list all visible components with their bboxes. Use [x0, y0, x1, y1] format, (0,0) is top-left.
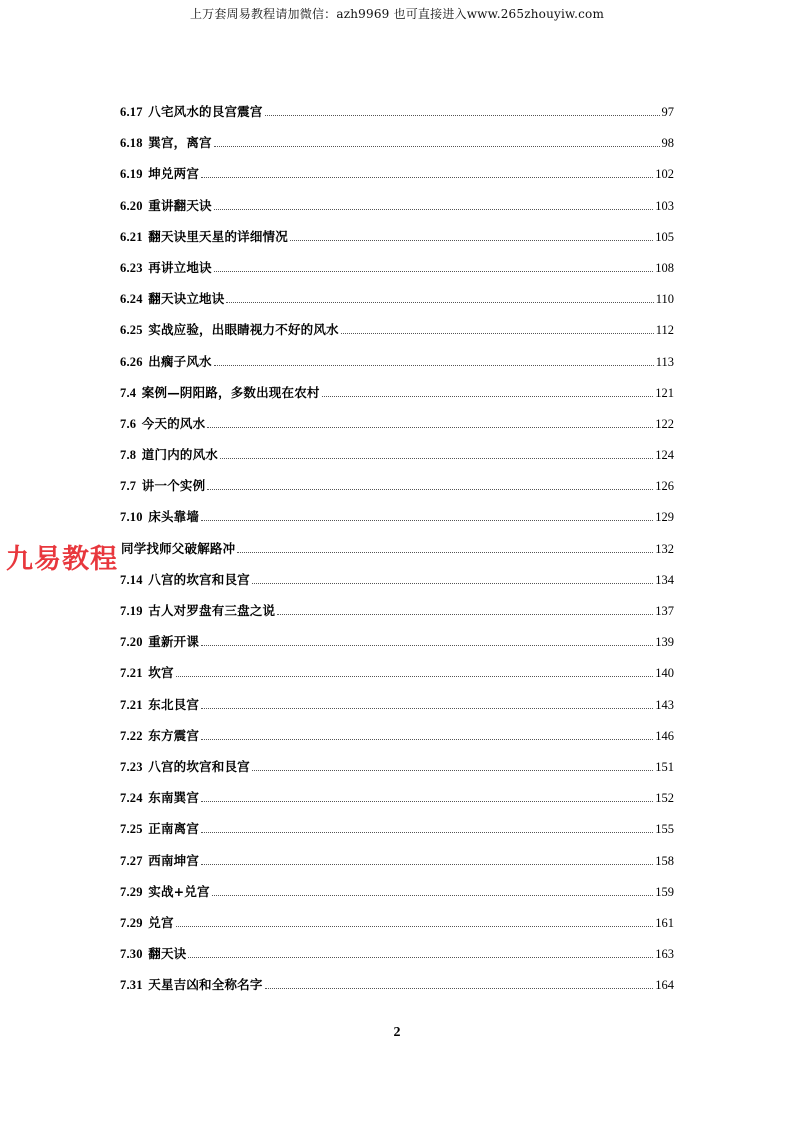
- toc-entry-title: [120, 133, 212, 153]
- toc-entry-text: 床头靠墙: [148, 509, 200, 525]
- toc-dot-leader: [201, 707, 653, 709]
- toc-entry-page: 139: [655, 635, 674, 650]
- toc-entry-title: [120, 851, 199, 871]
- toc-entry-number: 6.25: [120, 323, 143, 338]
- toc-entry-text: 正南离宫: [148, 821, 200, 837]
- toc-entry-page: 112: [655, 323, 674, 338]
- toc-entry-title: [120, 788, 199, 808]
- toc-entry-title: [120, 570, 250, 590]
- toc-entry-number: 6.24: [120, 292, 143, 307]
- toc-entry-page: 155: [655, 822, 674, 837]
- toc-entry-title: [120, 258, 212, 278]
- page-header-banner: 上万套周易教程请加微信：azh9969 也可直接进入www.265zhouyiw.com: [189, 7, 605, 21]
- toc-dot-leader: [252, 582, 653, 584]
- toc-dot-leader: [207, 426, 653, 428]
- toc-entry[interactable]: [120, 757, 674, 788]
- table-of-contents: [120, 102, 674, 1006]
- toc-entry-text: 同学找师父破解路冲: [121, 540, 236, 556]
- toc-entry[interactable]: [120, 539, 674, 570]
- toc-entry-text: 案例—阴阳路，多数出现在农村: [141, 384, 320, 400]
- toc-entry-number: 7.29: [120, 915, 143, 930]
- toc-entry-page: 163: [655, 947, 674, 962]
- toc-entry[interactable]: [120, 445, 674, 476]
- toc-entry[interactable]: [120, 944, 674, 975]
- toc-dot-leader: [201, 176, 653, 178]
- toc-entry[interactable]: [120, 352, 674, 383]
- toc-dot-leader: [220, 457, 653, 459]
- toc-entry-number: 6.19: [120, 167, 143, 182]
- toc-entry-page: 113: [655, 354, 674, 369]
- toc-entry[interactable]: [120, 663, 674, 694]
- toc-dot-leader: [322, 395, 654, 397]
- toc-entry[interactable]: [120, 414, 674, 445]
- toc-entry-page: 140: [655, 666, 674, 681]
- toc-entry-page: 161: [655, 915, 674, 930]
- toc-entry-number: 7.6: [120, 416, 137, 431]
- toc-entry-text: 西南坤宫: [148, 852, 200, 868]
- toc-entry[interactable]: [120, 819, 674, 850]
- toc-entry-page: 151: [655, 759, 674, 774]
- toc-entry-number: 6.17: [120, 105, 143, 119]
- toc-entry[interactable]: [120, 851, 674, 882]
- toc-entry-number: 7.19: [120, 604, 143, 618]
- toc-entry-number: 6.18: [120, 136, 143, 151]
- toc-entry[interactable]: [120, 507, 674, 538]
- toc-entry-title: [120, 445, 218, 465]
- toc-entry-title: [120, 227, 288, 247]
- toc-dot-leader: [237, 551, 653, 553]
- toc-entry[interactable]: [120, 601, 674, 632]
- toc-entry-number: 6.26: [120, 354, 143, 369]
- toc-entry-text: 实战应验，出眼睛视力不好的风水: [148, 322, 339, 338]
- toc-dot-leader: [252, 769, 653, 771]
- toc-entry[interactable]: [120, 289, 674, 320]
- toc-entry-number: 7.20: [120, 635, 143, 650]
- toc-entry-page: 152: [655, 791, 674, 806]
- toc-dot-leader: [201, 644, 653, 646]
- toc-entry-text: 八宫的坎宫和艮宫: [148, 571, 250, 587]
- toc-entry-number: 7.30: [120, 947, 143, 962]
- toc-entry-number: 6.20: [120, 198, 143, 213]
- toc-entry-text: 东方震宫: [148, 727, 200, 743]
- toc-entry-number: 7.8: [120, 448, 137, 463]
- toc-entry-title: [120, 352, 212, 372]
- toc-entry-title: [120, 882, 210, 902]
- toc-dot-leader: [201, 863, 653, 865]
- toc-entry[interactable]: [120, 726, 674, 757]
- toc-dot-leader: [207, 488, 653, 490]
- toc-dot-leader: [226, 301, 653, 303]
- toc-dot-leader: [214, 208, 653, 210]
- toc-dot-leader: [201, 519, 653, 521]
- toc-entry-page: 121: [655, 385, 674, 400]
- toc-entry-text: 翻天诀立地诀: [148, 291, 225, 307]
- toc-entry-text: 出瘸子风水: [148, 353, 212, 369]
- toc-entry-text: 八宅风水的艮宫震宫: [148, 104, 263, 119]
- watermark-logo: 九易教程: [6, 544, 118, 575]
- toc-entry-number: 7.27: [120, 853, 143, 868]
- toc-entry-page: 98: [661, 136, 674, 151]
- toc-entry-page: 143: [655, 697, 674, 712]
- toc-dot-leader: [212, 894, 654, 896]
- toc-entry-number: 7.24: [120, 791, 143, 806]
- toc-entry-text: 东南巽宫: [148, 790, 200, 806]
- toc-dot-leader: [290, 239, 653, 241]
- toc-entry-page: 129: [655, 510, 674, 525]
- toc-entry[interactable]: [120, 164, 674, 195]
- toc-entry-page: 132: [655, 541, 674, 556]
- toc-entry[interactable]: [120, 570, 674, 601]
- toc-entry-number: 7.21: [120, 697, 143, 712]
- toc-entry-title: [120, 913, 174, 933]
- toc-entry-page: 122: [655, 416, 674, 431]
- toc-entry-page: 134: [655, 572, 674, 587]
- toc-entry-title: [120, 539, 235, 559]
- toc-entry-text: 古人对罗盘有三盘之说: [148, 603, 276, 618]
- toc-entry-page: 124: [655, 448, 674, 463]
- toc-entry-text: 翻天诀: [148, 946, 187, 962]
- toc-entry-title: [120, 507, 199, 527]
- toc-dot-leader: [188, 956, 653, 958]
- toc-entry-title: [120, 663, 174, 683]
- toc-entry[interactable]: [120, 632, 674, 663]
- toc-entry-page: 110: [655, 292, 674, 307]
- toc-entry-title: [120, 601, 275, 621]
- toc-entry-text: 重讲翻天诀: [148, 197, 212, 213]
- toc-entry-title: [120, 695, 199, 715]
- toc-entry-text: 东北艮宫: [148, 696, 200, 712]
- toc-dot-leader: [201, 831, 653, 833]
- toc-entry[interactable]: [120, 882, 674, 913]
- toc-entry-text: 再讲立地诀: [148, 259, 212, 275]
- toc-entry-title: [120, 102, 263, 122]
- toc-entry-text: 兑宫: [148, 914, 174, 930]
- toc-entry-number: 7.4: [120, 385, 137, 400]
- toc-entry-number: 7.21: [120, 666, 143, 681]
- toc-entry-title: [120, 289, 224, 309]
- toc-entry-page: 158: [655, 853, 674, 868]
- toc-dot-leader: [176, 925, 654, 927]
- toc-dot-leader: [265, 114, 660, 116]
- toc-entry-page: 146: [655, 728, 674, 743]
- toc-entry-title: [120, 944, 186, 964]
- toc-entry-text: 八宫的坎宫和艮宫: [148, 758, 250, 774]
- toc-entry-number: 7.7: [120, 479, 137, 494]
- toc-entry-title: [120, 632, 199, 652]
- toc-entry-page: 126: [655, 479, 674, 494]
- toc-entry-number: 7.22: [120, 728, 143, 743]
- toc-entry-title: [120, 726, 199, 746]
- toc-entry-text: 翻天诀里天星的详细情况: [148, 228, 288, 244]
- toc-entry-number: 7.23: [120, 759, 143, 774]
- toc-entry-title: [120, 196, 212, 216]
- toc-entry-number: 7.31: [120, 978, 143, 993]
- toc-entry-number: 7.29: [120, 884, 143, 899]
- toc-entry-text: 坎宫: [148, 665, 174, 681]
- toc-entry[interactable]: [120, 476, 674, 507]
- toc-entry-title: [120, 383, 320, 403]
- toc-dot-leader: [214, 145, 660, 147]
- toc-entry[interactable]: [120, 975, 674, 1006]
- toc-dot-leader: [214, 270, 653, 272]
- toc-dot-leader: [176, 675, 654, 677]
- toc-entry-number: 6.23: [120, 260, 143, 275]
- toc-entry-page: 103: [655, 198, 674, 213]
- toc-entry[interactable]: [120, 196, 674, 227]
- toc-entry-text: 今天的风水: [141, 415, 206, 431]
- toc-entry-title: [120, 476, 205, 496]
- toc-entry[interactable]: [120, 913, 674, 944]
- toc-entry[interactable]: [120, 133, 674, 164]
- toc-entry-text: 巽宫，离宫: [148, 135, 212, 151]
- toc-entry-page: 164: [655, 978, 674, 993]
- toc-entry-text: 道门内的风水: [141, 447, 218, 463]
- toc-dot-leader: [265, 987, 654, 989]
- toc-entry-text: 坤兑两宫: [148, 166, 200, 182]
- toc-entry-page: 102: [655, 167, 674, 182]
- toc-entry-number: 7.14: [120, 572, 143, 587]
- toc-entry-title: [120, 164, 199, 184]
- toc-entry-title: [120, 975, 263, 995]
- toc-entry[interactable]: [120, 320, 674, 351]
- toc-entry-text: 重新开课: [148, 634, 200, 650]
- toc-entry[interactable]: [120, 227, 674, 258]
- toc-entry[interactable]: [120, 695, 674, 726]
- toc-entry-number: 6.21: [120, 229, 143, 244]
- toc-entry-page: 159: [655, 884, 674, 899]
- page-number: 2: [393, 1025, 401, 1040]
- toc-entry-text: 实战+兑宫: [148, 883, 210, 899]
- toc-entry[interactable]: [120, 258, 674, 289]
- toc-entry-title: [120, 819, 199, 839]
- toc-dot-leader: [214, 364, 654, 366]
- toc-dot-leader: [277, 613, 653, 615]
- toc-entry-number: 7.10: [120, 510, 143, 525]
- toc-dot-leader: [201, 738, 653, 740]
- toc-entry-text: 讲一个实例: [141, 478, 206, 494]
- toc-entry[interactable]: [120, 383, 674, 414]
- toc-dot-leader: [201, 800, 653, 802]
- toc-entry-page: 137: [655, 604, 674, 618]
- toc-dot-leader: [341, 332, 654, 334]
- toc-entry-title: [120, 757, 250, 777]
- toc-entry[interactable]: [120, 788, 674, 819]
- toc-entry-title: [120, 320, 339, 340]
- toc-entry-title: [120, 414, 205, 434]
- toc-entry-text: 天星吉凶和全称名字: [148, 977, 263, 993]
- toc-entry-page: 108: [655, 260, 674, 275]
- toc-entry-page: 105: [655, 229, 674, 244]
- toc-entry-number: 7.25: [120, 822, 143, 837]
- toc-entry-page: 97: [661, 105, 674, 119]
- toc-entry[interactable]: [120, 102, 674, 133]
